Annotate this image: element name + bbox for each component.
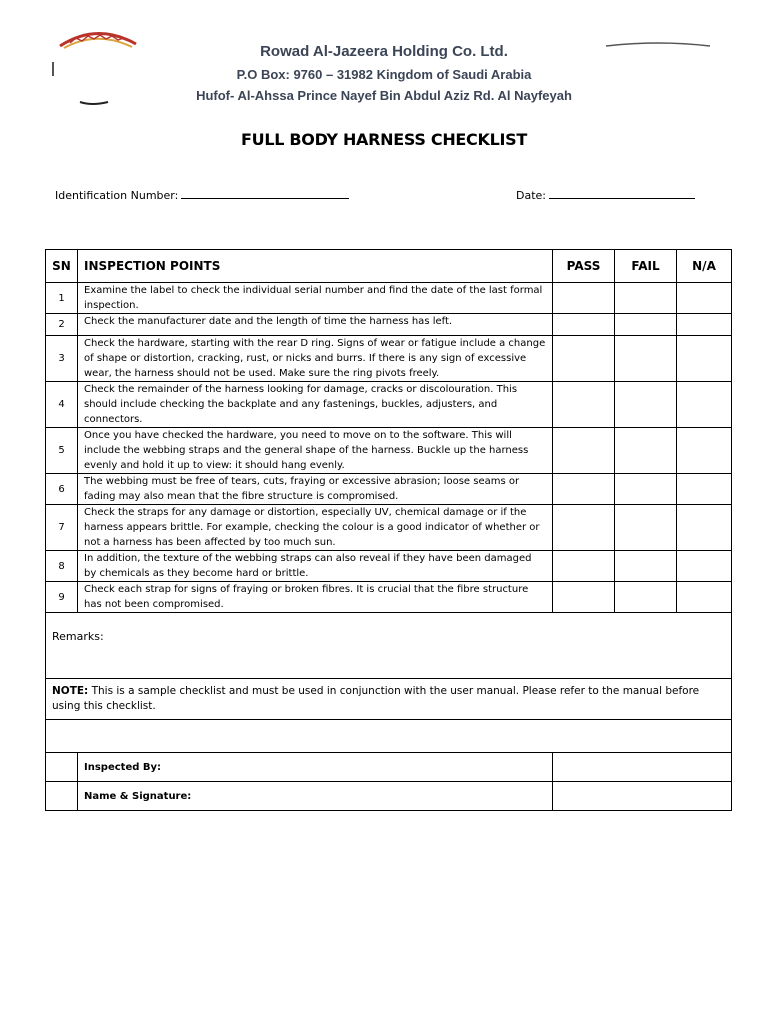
row-inspection-point: Check the remainder of the harness looking for damage, cracks or discolouration. This should include checking the backplate and any fastenings, buckles, adjusters, and connectors. [78,382,553,428]
blank-cell [46,720,732,753]
remarks-row [46,613,732,679]
row-sn: 9 [46,582,78,613]
name-signature-value[interactable] [553,782,732,811]
row-inspection-point: In addition, the texture of the webbing straps can also reveal if they have been damaged by chemicals as they become hard or brittle. [78,551,553,582]
fail-cell[interactable] [615,582,677,613]
date-line[interactable] [549,188,695,199]
row-sn: 6 [46,474,78,505]
row-inspection-point: Check each strap for signs of fraying or broken fibres. It is crucial that the fibre structure has not been compromised. [78,582,553,613]
header-na: N/A [677,250,732,283]
header-sn: SN [46,250,78,283]
inspected-by-value[interactable] [553,753,732,782]
date-label: Date: [516,189,546,202]
remarks-cell[interactable] [46,613,732,679]
fail-cell[interactable] [615,382,677,428]
remarks-label: Remarks: [52,630,104,643]
note-row [46,679,732,720]
inspection-table [45,249,732,811]
row-sn: 1 [46,283,78,314]
na-cell[interactable] [677,428,732,474]
signature-row [46,782,732,811]
fail-cell[interactable] [615,428,677,474]
date-field[interactable] [516,188,695,202]
sign-spacer [46,753,78,782]
company-address-line1: P.O Box: 9760 – 31982 Kingdom of Saudi Arabia [236,67,532,82]
fail-cell[interactable] [615,283,677,314]
sign-spacer [46,782,78,811]
na-cell[interactable] [677,505,732,551]
na-cell[interactable] [677,336,732,382]
table-row [46,336,732,382]
header-pass: PASS [553,250,615,283]
header-fail: FAIL [615,250,677,283]
pass-cell[interactable] [553,474,615,505]
table-header-row [46,250,732,283]
row-inspection-point: Examine the label to check the individual serial number and find the date of the last formal inspection. [78,283,553,314]
table-row [46,505,732,551]
company-address-line2: Hufof- Al-Ahssa Prince Nayef Bin Abdul Aziz Rd. Al Nayfeyah [196,88,572,103]
fail-cell[interactable] [615,505,677,551]
note-cell [46,679,732,720]
blank-row [46,720,732,753]
fail-cell[interactable] [615,474,677,505]
fail-cell[interactable] [615,551,677,582]
na-cell[interactable] [677,314,732,336]
table-row [46,428,732,474]
na-cell[interactable] [677,551,732,582]
name-signature-label: Name & Signature: [78,782,553,811]
table-row [46,551,732,582]
row-sn: 2 [46,314,78,336]
note-text: This is a sample checklist and must be used in conjunction with the user manual. Please refer to the manual before using this checklist. [52,685,700,712]
pass-cell[interactable] [553,382,615,428]
page-title: FULL BODY HARNESS CHECKLIST [241,130,527,149]
identification-field[interactable] [55,188,349,202]
na-cell[interactable] [677,474,732,505]
table-row [46,283,732,314]
table-row [46,582,732,613]
row-inspection-point: Check the manufacturer date and the length of time the harness has left. [78,314,553,336]
identification-line[interactable] [181,188,349,199]
row-sn: 3 [46,336,78,382]
row-sn: 4 [46,382,78,428]
header-inspection-points: INSPECTION POINTS [78,250,553,283]
na-cell[interactable] [677,582,732,613]
table-row [46,474,732,505]
na-cell[interactable] [677,382,732,428]
row-inspection-point: Once you have checked the hardware, you need to move on to the software. This will include the webbing straps and the general shape of the harness. Buckle up the harness evenly and hold it up to view: it should hang evenly. [78,428,553,474]
pass-cell[interactable] [553,283,615,314]
fail-cell[interactable] [615,336,677,382]
row-sn: 5 [46,428,78,474]
pass-cell[interactable] [553,314,615,336]
pass-cell[interactable] [553,505,615,551]
fail-cell[interactable] [615,314,677,336]
table-row [46,314,732,336]
inspected-by-row [46,753,732,782]
note-label: NOTE: [52,685,89,697]
pass-cell[interactable] [553,428,615,474]
pass-cell[interactable] [553,551,615,582]
row-inspection-point: Check the hardware, starting with the rear D ring. Signs of wear or fatigue include a change of shape or distortion, cracking, rust, or nicks and burrs. If there is any sign of excessive wear, the harness should not be used. Make sure the ring pivots freely. [78,336,553,382]
row-inspection-point: The webbing must be free of tears, cuts, fraying or excessive abrasion; loose seams or fading may also mean that the fibre structure is compromised. [78,474,553,505]
na-cell[interactable] [677,283,732,314]
inspected-by-label: Inspected By: [78,753,553,782]
table-row [46,382,732,428]
row-sn: 8 [46,551,78,582]
company-name: Rowad Al-Jazeera Holding Co. Ltd. [260,43,508,60]
pass-cell[interactable] [553,336,615,382]
row-sn: 7 [46,505,78,551]
row-inspection-point: Check the straps for any damage or distortion, especially UV, chemical damage or if the harness appears brittle. For example, checking the colour is a good indicator of whether or not a harness has been affected by too much sun. [78,505,553,551]
identification-label: Identification Number: [55,189,179,202]
pass-cell[interactable] [553,582,615,613]
